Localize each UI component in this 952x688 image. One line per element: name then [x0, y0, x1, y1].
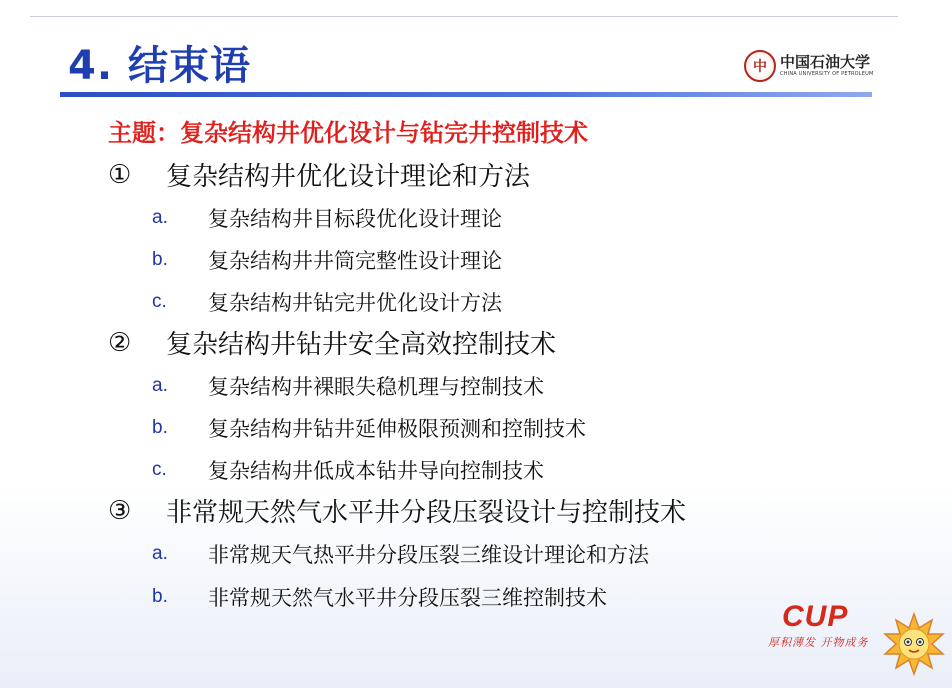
list-item — [152, 539, 649, 569]
item-text: 复杂结构井低成本钻井导向控制技术 — [208, 459, 544, 483]
section-number: ① — [108, 159, 132, 190]
item-letter: c. — [152, 291, 167, 312]
section-number: ③ — [108, 495, 132, 526]
item-letter: c. — [152, 459, 167, 480]
list-item — [152, 371, 544, 401]
item-letter: b. — [152, 249, 168, 270]
list-item — [152, 582, 607, 612]
university-logo — [744, 48, 884, 84]
list-item — [152, 455, 544, 485]
item-letter: b. — [152, 417, 168, 438]
section-3-heading — [108, 492, 686, 529]
logo-text — [780, 55, 874, 77]
cup-logo: CUP — [782, 600, 849, 633]
section-label: 复杂结构井优化设计理论和方法 — [166, 162, 531, 192]
item-text: 复杂结构井钻完井优化设计方法 — [208, 291, 502, 315]
item-text: 复杂结构井目标段优化设计理论 — [208, 207, 502, 231]
section-2-heading — [108, 324, 556, 361]
subtitle: 主题：复杂结构井优化设计与钻完井控制技术 — [108, 119, 588, 147]
section-number: ② — [108, 327, 132, 358]
item-letter: a. — [152, 543, 168, 564]
item-text: 非常规天然气水平井分段压裂三维控制技术 — [208, 586, 607, 610]
title-underline-bar — [60, 92, 872, 97]
list-item — [152, 245, 502, 275]
top-divider — [30, 16, 898, 17]
item-text: 非常规天气热平井分段压裂三维设计理论和方法 — [208, 543, 649, 567]
logo-english-name: CHINA UNIVERSITY OF PETROLEUM — [780, 71, 874, 77]
list-item — [152, 287, 502, 317]
logo-chinese-name: 中国石油大学 — [780, 53, 871, 71]
section-label: 复杂结构井钻井安全高效控制技术 — [166, 330, 557, 360]
item-text: 复杂结构井井筒完整性设计理论 — [208, 249, 502, 273]
university-emblem-icon: 中 — [744, 50, 776, 82]
list-item — [152, 203, 502, 233]
section-1-heading — [108, 156, 530, 193]
section-label: 非常规天然气水平井分段压裂设计与控制技术 — [166, 498, 687, 528]
item-letter: b. — [152, 586, 168, 607]
sun-mascot-icon — [882, 612, 946, 676]
item-letter: a. — [152, 375, 168, 396]
slide-title: 4. 结束语 — [68, 43, 251, 89]
list-item — [152, 413, 586, 443]
item-text: 复杂结构井裸眼失稳机理与控制技术 — [208, 375, 544, 399]
item-text: 复杂结构井钻井延伸极限预测和控制技术 — [208, 417, 586, 441]
item-letter: a. — [152, 207, 168, 228]
cup-slogan: 厚积薄发 开物成务 — [768, 636, 869, 649]
